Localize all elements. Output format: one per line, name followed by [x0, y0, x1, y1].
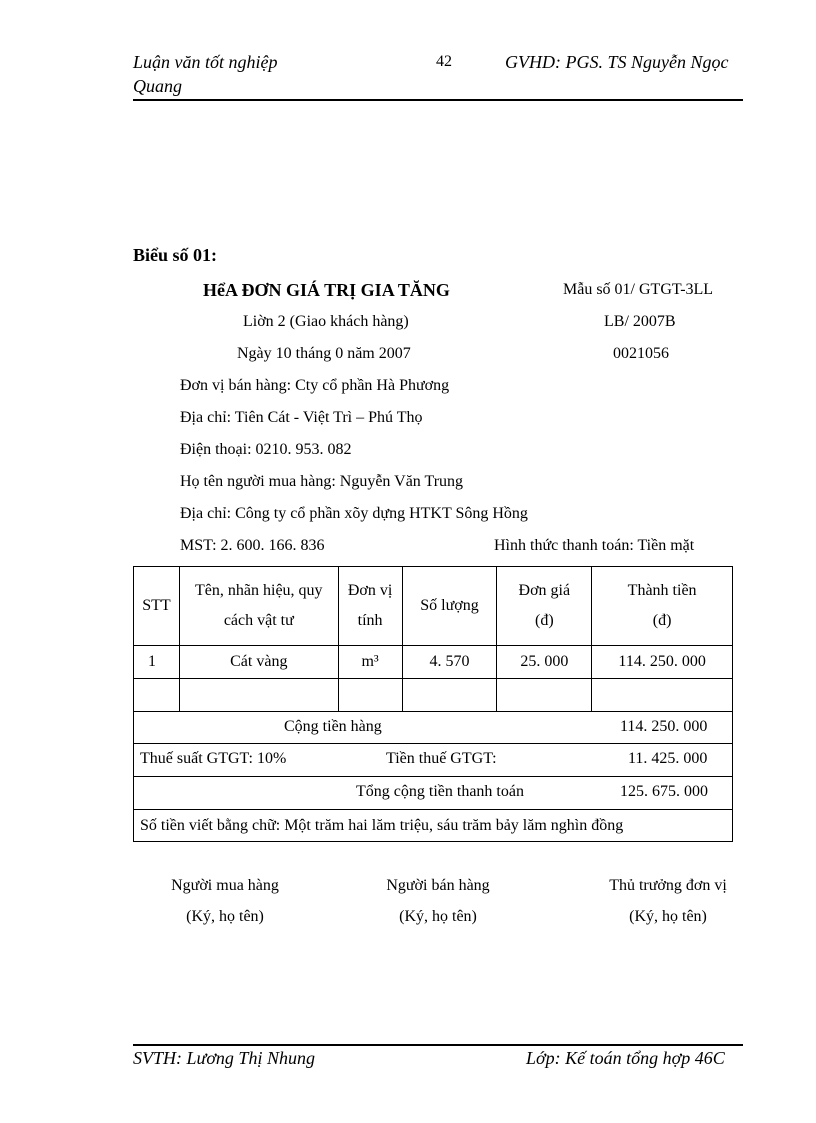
- vat-amount-label: Tiền thuế GTGT:: [386, 750, 497, 767]
- page-number: 42: [436, 53, 452, 70]
- empty-row: [134, 679, 733, 712]
- header-amount-line2: (đ): [652, 612, 672, 629]
- vat-amount-value: 11. 425. 000: [628, 750, 708, 767]
- header-right: GVHD: PGS. TS Nguyễn Ngọc: [505, 52, 729, 72]
- signature-seller-role: Người bán hàng: [386, 877, 490, 894]
- header-qty: Số lượng: [402, 567, 497, 646]
- header-left-line2: Quang: [133, 76, 182, 96]
- empty-cell: [497, 679, 592, 712]
- footer-left: SVTH: Lương Thị Nhung: [133, 1048, 315, 1068]
- payment-method: Hình thức thanh toán: Tiền mặt: [494, 537, 695, 554]
- words-row: [134, 810, 733, 842]
- seller-name: Đơn vị bán hàng: Cty cổ phần Hà Phương: [180, 377, 450, 394]
- buyer-address: Địa chỉ: Công ty cổ phần xõy dựng HTKT Sông Hồng: [180, 505, 528, 522]
- header-rule: [133, 99, 743, 101]
- empty-cell: [134, 679, 180, 712]
- empty-cell: [402, 679, 497, 712]
- header-name-line1: Tên, nhãn hiệu, quy: [195, 582, 323, 599]
- total-value: 125. 675. 000: [620, 783, 708, 800]
- signature-buyer-note: (Ký, họ tên): [186, 908, 264, 925]
- header-unit: [338, 567, 402, 646]
- header-name-line2: cách vật tư: [223, 612, 294, 629]
- header-price: [497, 567, 592, 646]
- invoice-copy: Liờn 2 (Giao khách hàng): [243, 313, 409, 330]
- header-name: [179, 567, 338, 646]
- header-stt: STT: [134, 567, 180, 646]
- header-unit-line1: Đơn vị: [347, 582, 393, 599]
- seller-address: Địa chỉ: Tiên Cát - Việt Trì – Phú Thọ: [180, 409, 423, 426]
- tax-code: MST: 2. 600. 166. 836: [180, 537, 325, 554]
- total-cell: [134, 777, 733, 810]
- empty-cell: [338, 679, 402, 712]
- footer-right: Lớp: Kế toán tổng hợp 46C: [526, 1048, 725, 1068]
- table-row: [134, 646, 733, 679]
- amount-in-words: Số tiền viết bằng chữ: Một trăm hai lăm triệu, sáu trăm bảy lăm nghìn đồng: [134, 810, 733, 842]
- row-price: 25. 000: [497, 646, 592, 679]
- header-unit-line2: tính: [357, 612, 383, 629]
- subtotal-value: 114. 250. 000: [620, 718, 708, 735]
- row-qty: 4. 570: [402, 646, 497, 679]
- header-amount: [592, 567, 733, 646]
- row-unit: m³: [338, 646, 402, 679]
- vat-row: [134, 744, 733, 777]
- signature-buyer-role: Người mua hàng: [171, 877, 279, 894]
- signature-director-note: (Ký, họ tên): [629, 908, 707, 925]
- invoice-form-code: Mẫu số 01/ GTGT-3LL: [563, 281, 714, 298]
- total-row: [134, 777, 733, 810]
- form-label: Biểu số 01:: [133, 245, 218, 265]
- header-left-line1: Luận văn tốt nghiệp: [133, 52, 278, 72]
- header-amount-line1: Thành tiền: [627, 582, 697, 599]
- buyer-name: Họ tên người mua hàng: Nguyễn Văn Trung: [180, 473, 464, 490]
- invoice-title: HểA ĐƠN GIÁ TRỊ GIA TĂNG: [203, 280, 450, 300]
- vat-cell: [134, 744, 733, 777]
- signature-director-role: Thủ trưởng đơn vị: [609, 877, 727, 894]
- header-price-line2: (đ): [534, 612, 554, 629]
- subtotal-cell: [134, 712, 733, 744]
- subtotal-label: Cộng tiền hàng: [284, 718, 382, 735]
- table-header-row: [134, 567, 733, 646]
- signature-seller: [363, 870, 513, 932]
- row-stt: 1: [134, 646, 180, 679]
- invoice-table: [133, 566, 733, 842]
- empty-cell: [179, 679, 338, 712]
- row-amount: 114. 250. 000: [592, 646, 733, 679]
- invoice-date: Ngày 10 tháng 0 năm 2007: [237, 345, 411, 362]
- row-name: Cát vàng: [179, 646, 338, 679]
- invoice-number: 0021056: [613, 345, 669, 362]
- subtotal-row: [134, 712, 733, 744]
- signature-director: [588, 870, 748, 932]
- total-label: Tổng cộng tiền thanh toán: [356, 783, 524, 800]
- footer-rule: [133, 1044, 743, 1046]
- seller-phone: Điện thoại: 0210. 953. 082: [180, 441, 352, 458]
- signature-buyer: [150, 870, 300, 932]
- header-price-line1: Đơn giá: [518, 582, 571, 599]
- signature-seller-note: (Ký, họ tên): [399, 908, 477, 925]
- invoice-series: LB/ 2007B: [604, 313, 676, 330]
- vat-rate-label: Thuế suất GTGT: 10%: [140, 750, 287, 767]
- empty-cell: [592, 679, 733, 712]
